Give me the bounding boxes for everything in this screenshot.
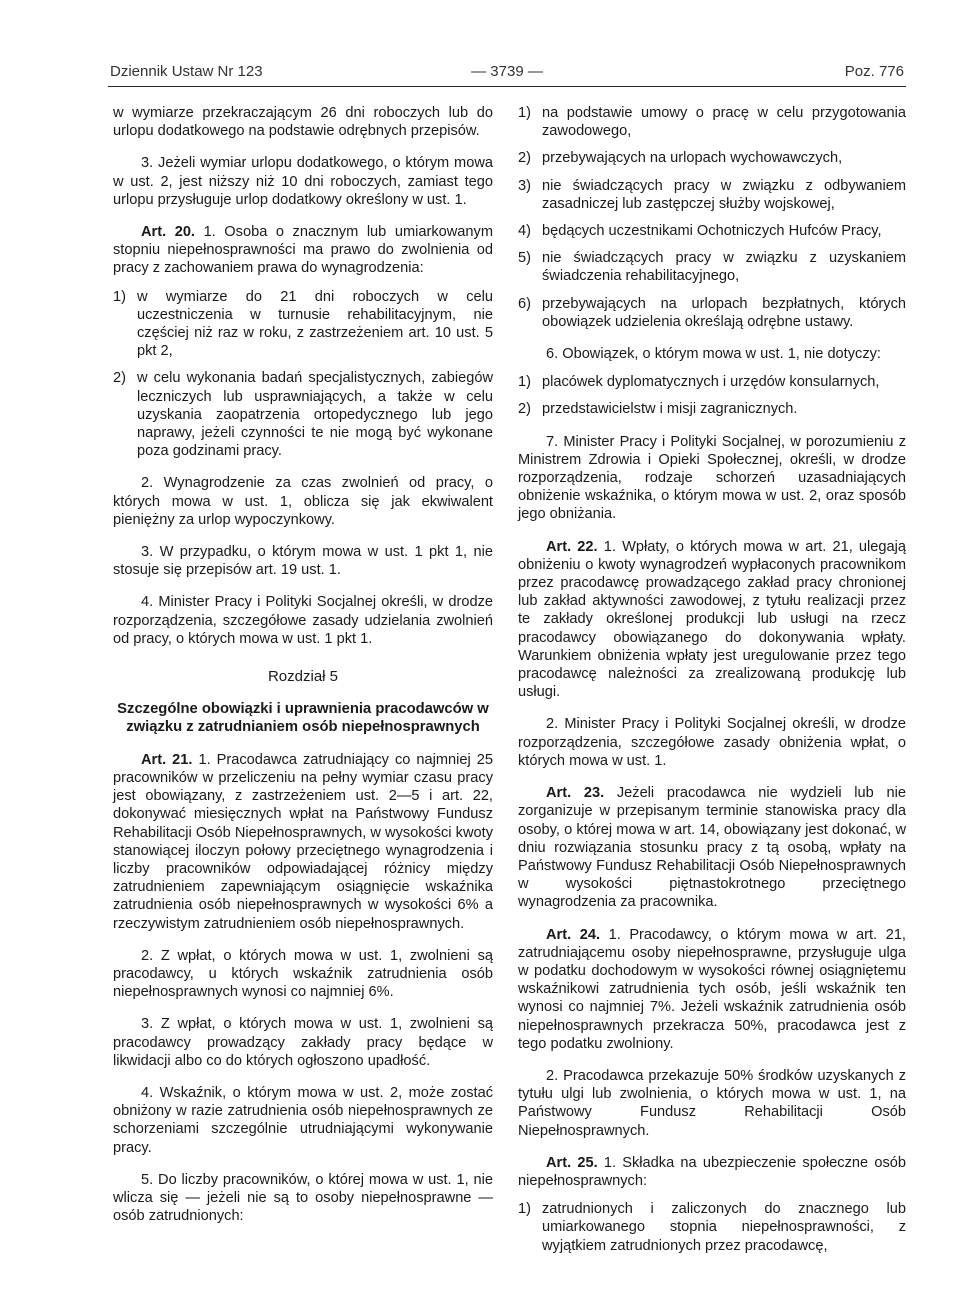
header-rule <box>108 86 906 87</box>
list-text: przedstawicielstw i misji zagranicznych. <box>542 401 798 418</box>
chapter-number: Rozdział 5 <box>267 668 339 686</box>
article-24 <box>518 926 906 1053</box>
article-25 <box>518 1154 906 1190</box>
list-text: nie świadczących pracy w związku z odbywaniem zasadniczej lub zastępczej służby wojskowej, <box>542 177 906 212</box>
list-item <box>113 288 493 361</box>
list-number: 2) <box>113 370 126 387</box>
chapter-title: Szczególne obowiązki i uprawnienia pracodawców w związku z zatrudnianiem osób niepełnosprawnych <box>117 701 489 736</box>
list-number: 1) <box>518 105 531 121</box>
list-number: 1) <box>113 288 126 305</box>
list-number: 2) <box>518 150 531 167</box>
list-text: w wymiarze do 21 dni roboczych w celu uczestniczenia w turnusie rehabilitacyjnym, nie częściej niż raz w roku, z zastrzeżeniem art. 10 ust. 5 pkt 2, <box>137 288 493 360</box>
paragraph: 4. Wskaźnik, o którym mowa w ust. 2, może zostać obniżony w razie zatrudnienia osób niepełnosprawnych ze schorzeniami szczególnie utrudniającymi wykonywanie pracy. <box>113 1084 493 1156</box>
article-23 <box>518 784 906 911</box>
article-label: Art. 21. <box>141 751 193 768</box>
left-column <box>113 104 493 1235</box>
article-22 <box>518 538 906 702</box>
paragraph: 6. Obowiązek, o którym mowa w ust. 1, nie dotyczy: <box>546 346 881 363</box>
article-21 <box>113 751 493 933</box>
paragraph: 2. Minister Pracy i Polityki Socjalnej określi, w drodze rozporządzenia, szczegółowe zasady obniżenia wpłat, o których mowa w ust. 1. <box>518 716 906 769</box>
list-item <box>518 149 906 167</box>
article-20 <box>113 223 493 278</box>
list-number: 3) <box>518 177 531 194</box>
right-column <box>518 104 906 1264</box>
article-text: 1. Osoba o znacznym lub umiarkowanym stopniu niepełnosprawności ma prawo do zwolnienia od pracy z zachowaniem prawa do wynagrodzenia: <box>113 224 493 277</box>
list-text: będących uczestnikami Ochotniczych Hufców Pracy, <box>542 223 882 240</box>
list-number: 6) <box>518 295 531 312</box>
paragraph: 5. Do liczby pracowników, o której mowa w ust. 1, nie wlicza się — jeżeli nie są to osoby niepełnosprawne — osób zatrudnionych: <box>113 1171 493 1225</box>
article-label: Art. 24. <box>546 926 600 943</box>
paragraph: 2. Pracodawca przekazuje 50% środków uzyskanych z tytułu ulgi lub zwolnienia, o których mowa w ust. 1, na Państwowy Fundusz Rehabilitacji Osób Niepełnosprawnych. <box>518 1067 906 1139</box>
article-label: Art. 23. <box>546 785 605 802</box>
article-text: 1. Składka na ubezpieczenie społeczne osób niepełnosprawnych: <box>518 1154 906 1189</box>
list-item <box>518 222 906 240</box>
list-number: 5) <box>518 250 531 267</box>
list-number: 2) <box>518 401 531 418</box>
article-text: Jeżeli pracodawca nie wydzieli lub nie zorganizuje w przepisanym terminie stanowiska pracy dla osoby, o której mowa w art. 14, obowiązany jest dokonać, w dniu rozwiązania stosunku pracy z tą osobą, wpłaty na Państwowy Fundusz Rehabilitacji Osób Niepełnosprawnych w wysokości piętnastokrotnego przeciętnego wynagrodzenia za pracownika. <box>518 785 906 911</box>
list-number: 1) <box>518 374 531 391</box>
paragraph: 2. Wynagrodzenie za czas zwolnień od pracy, o których mowa w ust. 1, oblicza się jak ekwiwalent pieniężny za urlop wypoczynkowy. <box>113 475 493 528</box>
article-text: 1. Pracodawca zatrudniający co najmniej 25 pracowników w przeliczeniu na pełny wymiar czasu pracy jest obowiązany, z zastrzeżeniem ust. 2—5 i art. 22, dokonywać miesięcznych wpłat na Państwowy Fundusz Rehabilitacji Osób Niepełnosprawnych, w wysokości kwoty stanowiącej iloczyn połowy przeciętnego wynagrodzenia i liczby pracowników odpowiadającej różnicy między zatrudnieniem zapewniającym osiągnięcie wskaźnika zatrudnienia osób niepełnosprawnych w wysokości 6% a rzeczywistym zatrudnieniem osób niepełnosprawnych. <box>113 751 493 932</box>
paragraph: 4. Minister Pracy i Polityki Socjalnej określi, w drodze rozporządzenia, szczegółowe zasady udzielania zwolnień od pracy, o których mowa w ust. 1 pkt 1. <box>113 594 493 647</box>
list-text: na podstawie umowy o pracę w celu przygotowania zawodowego, <box>542 105 906 140</box>
list-item <box>113 369 493 460</box>
list-text: zatrudnionych i zaliczonych do znacznego lub umiarkowanego stopnia niepełnosprawności, z wyjątkiem zatrudnionych przez pracodawcę, <box>542 1201 906 1254</box>
list-item <box>518 249 906 285</box>
list-item <box>518 104 906 140</box>
paragraph: 3. Jeżeli wymiar urlopu dodatkowego, o którym mowa w ust. 2, jest niższy niż 10 dni roboczych, zamiast tego urlopu przysługuje urlop dodatkowy określony w ust. 1. <box>113 155 493 208</box>
list-item <box>518 295 906 331</box>
page-number: — 3739 — <box>471 63 543 80</box>
paragraph: w wymiarze przekraczającym 26 dni roboczych lub do urlopu dodatkowego na podstawie odrębnych przepisów. <box>113 105 493 140</box>
list-text: nie świadczących pracy w związku z uzyskaniem świadczenia rehabilitacyjnego, <box>542 250 906 285</box>
paragraph: 7. Minister Pracy i Polityki Socjalnej, w porozumieniu z Ministrem Zdrowia i Opieki Społecznej, określi, w drodze rozporządzenia, rodzaje schorzeń uzasadniających obniżenie wskaźnika, o którym mowa w ust. 2, oraz sposób jego obniżania. <box>518 433 906 523</box>
list-number: 1) <box>518 1201 531 1218</box>
article-label: Art. 25. <box>546 1154 598 1171</box>
list-number: 4) <box>518 223 531 240</box>
article-text: 1. Pracodawcy, o którym mowa w art. 21, zatrudniającemu osoby niepełnosprawne, przysługuje ulga w podatku dochodowym w wysokości równej osiągniętemu wskaźnikowi zatrudnienia tych osób, jeśli wskaźnik ten wynosi co najmniej 7%. Jeżeli wskaźnik zatrudnienia osób niepełnosprawnych przekracza 50%, pracodawca jest z tego podatku zwolniony. <box>518 926 906 1052</box>
article-text: 1. Wpłaty, o których mowa w art. 21, ulegają obniżeniu o kwoty wynagrodzeń wypłaconych pracownikom przez pracodawcę prowadzącego zakład pracy chronionej lub zakład aktywności zawodowej, z tytułu realizacji przez te zakłady określonej produkcji lub usługi na rzecz pracodawcy obowiązanego do dokonywania wpłaty. Warunkiem obniżenia wpłaty jest uregulowanie przez tego pracodawcę należności za zrealizowaną produkcję lub usługi. <box>518 538 907 701</box>
list-text: przebywających na urlopach bezpłatnych, których obowiązek udzielenia określają odrębne ustawy. <box>542 295 906 330</box>
article-label: Art. 20. <box>141 224 195 241</box>
list-item <box>518 400 906 418</box>
list-item <box>518 373 906 391</box>
paragraph: 3. Z wpłat, o których mowa w ust. 1, zwolnieni są pracodawcy prowadzący zakłady pracy będące w likwidacji albo co do których ogłoszono upadłość. <box>113 1016 493 1069</box>
paragraph: 3. W przypadku, o którym mowa w ust. 1 pkt 1, nie stosuje się przepisów art. 19 ust. 1. <box>113 544 493 579</box>
article-label: Art. 22. <box>546 538 598 555</box>
paragraph: 2. Z wpłat, o których mowa w ust. 1, zwolnieni są pracodawcy, u których wskaźnik zatrudnienia osób niepełnosprawnych wynosi co najmniej 6%. <box>113 947 493 1001</box>
position-number: Poz. 776 <box>844 63 904 80</box>
list-text: przebywających na urlopach wychowawczych, <box>542 150 843 167</box>
page-header <box>110 63 904 85</box>
list-item <box>518 177 906 213</box>
journal-title: Dziennik Ustaw Nr 123 <box>110 63 263 80</box>
list-text: w celu wykonania badań specjalistycznych, zabiegów leczniczych lub usprawniających, a także w celu uzyskania zaopatrzenia ortopedycznego lub jego naprawy, jeżeli czynności te nie mogą być wykonane poza godzinami pracy. <box>137 370 493 460</box>
list-text: placówek dyplomatycznych i urzędów konsularnych, <box>542 374 880 391</box>
list-item <box>518 1200 906 1255</box>
